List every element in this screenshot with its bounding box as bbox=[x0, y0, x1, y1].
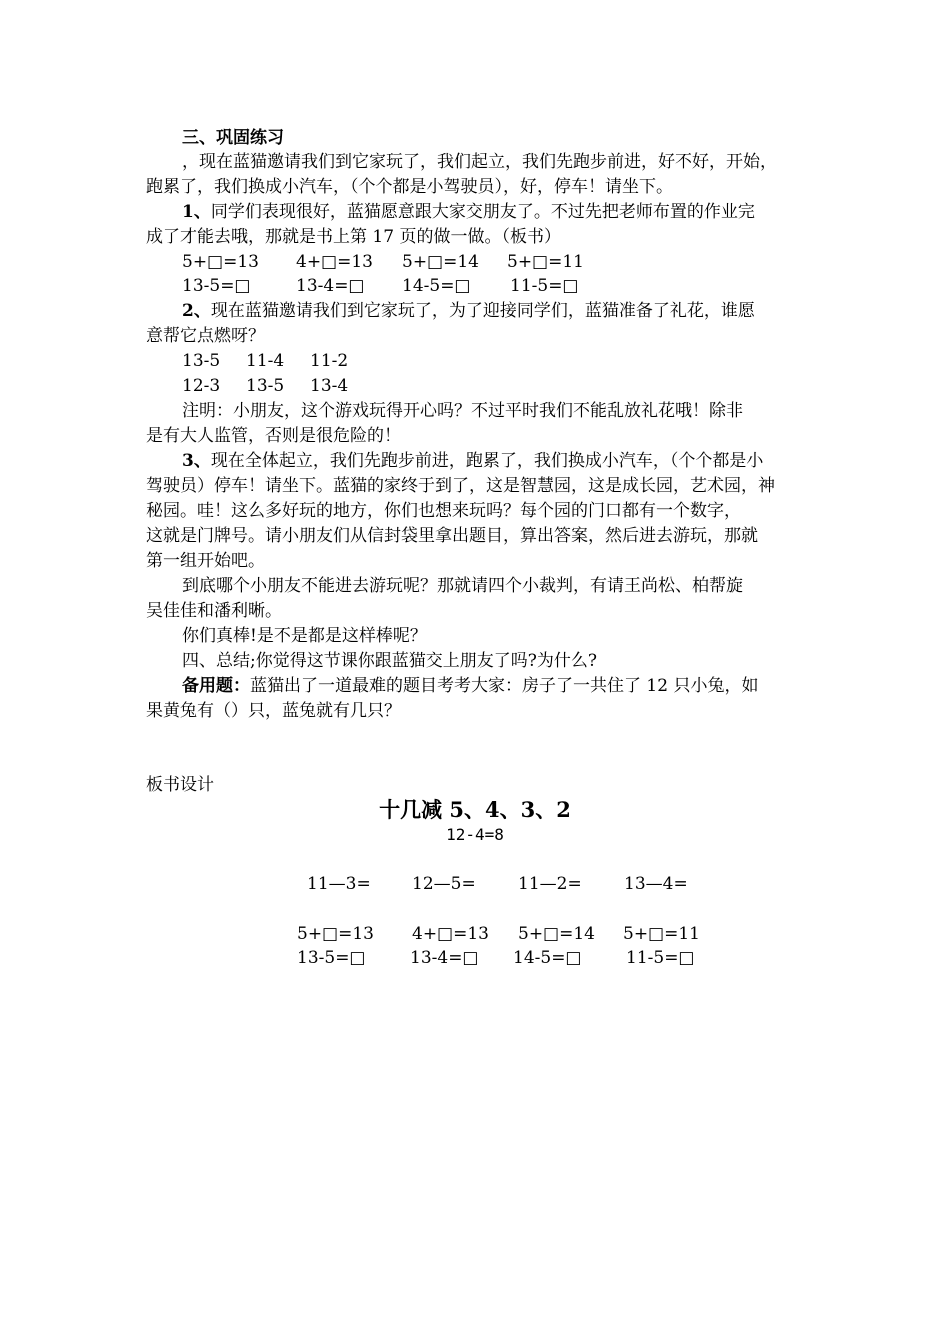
backup-text-1: 蓝猫出了一道最难的题目考考大家：房子了一共住了 12 只小兔，如 bbox=[250, 676, 759, 696]
section-heading: 三、巩固练习 bbox=[182, 128, 284, 148]
item1-text-1: 同学们表现很好，蓝猫愿意跟大家交朋友了。不过先把老师布置的作业完 bbox=[210, 202, 755, 222]
item3-line-4: 这就是门牌号。请小朋友们从信封袋里拿出题目，算出答案，然后进去游玩，那就 bbox=[146, 526, 758, 546]
item2-line-2: 意帮它点燃呀？ bbox=[146, 326, 265, 346]
equation: 13-4=□ bbox=[410, 948, 479, 968]
item2-text-1: 现在蓝猫邀请我们到它家玩了，为了迎接同学们，蓝猫准备了礼花，谁愿 bbox=[210, 301, 755, 321]
board-heading: 板书设计 bbox=[146, 775, 214, 795]
equation: 5+□=14 bbox=[518, 924, 595, 944]
backup-label: 备用题： bbox=[182, 676, 250, 696]
item1-number: 1、 bbox=[182, 202, 211, 222]
expression: 13-5 bbox=[182, 351, 221, 371]
expression: 13—4= bbox=[624, 874, 688, 894]
equation: 4+□=13 bbox=[412, 924, 489, 944]
expression: 12-3 bbox=[182, 376, 221, 396]
item2-number: 2、 bbox=[182, 301, 211, 321]
item2-line-1 bbox=[182, 299, 808, 323]
equation: 5+□=11 bbox=[507, 252, 584, 272]
backup-line-1 bbox=[182, 674, 808, 698]
item3-text-1: 现在全体起立，我们先跑步前进，跑累了，我们换成小汽车，（个个都是小 bbox=[210, 451, 764, 471]
expression: 12—5= bbox=[412, 874, 476, 894]
expression: 11-2 bbox=[310, 351, 349, 371]
judge-line-1: 到底哪个小朋友不能进去游玩呢？那就请四个小裁判，有请王尚松、柏帮旋 bbox=[182, 576, 743, 596]
item3-line-3: 秘园。哇！这么多好玩的地方，你们也想来玩吗？每个园的门口都有一个数字， bbox=[146, 501, 741, 521]
item3-line-5: 第一组开始吧。 bbox=[146, 551, 265, 571]
equation: 5+□=13 bbox=[182, 252, 259, 272]
expression: 11—3= bbox=[307, 874, 371, 894]
item3-line-2: 驾驶员）停车！请坐下。蓝猫的家终于到了，这是智慧园，这是成长园，艺术园，神 bbox=[146, 476, 775, 496]
equation: 14-5=□ bbox=[402, 276, 471, 296]
equation: 11-5=□ bbox=[510, 276, 579, 296]
board-title: 十几减 5、4、3、2 bbox=[379, 797, 571, 822]
note-line-2: 是有大人监管，否则是很危险的！ bbox=[146, 426, 401, 446]
judge-line-2: 吴佳佳和潘利晰。 bbox=[146, 601, 282, 621]
praise-line: 你们真棒!是不是都是这样棒呢？ bbox=[182, 626, 427, 646]
equation: 13-5=□ bbox=[182, 276, 251, 296]
item1-line-2: 成了才能去哦，那就是书上第 17 页的做一做。（板书） bbox=[146, 227, 561, 247]
item3-number: 3、 bbox=[182, 451, 211, 471]
equation: 5+□=11 bbox=[623, 924, 700, 944]
intro-line-2: 跑累了，我们换成小汽车，（个个都是小驾驶员），好，停车！请坐下。 bbox=[146, 177, 673, 197]
equation: 14-5=□ bbox=[513, 948, 582, 968]
expression: 13-5 bbox=[246, 376, 285, 396]
item1-line-1 bbox=[182, 200, 808, 224]
equation: 5+□=14 bbox=[402, 252, 479, 272]
intro-line-1: ，现在蓝猫邀请我们到它家玩了，我们起立，我们先跑步前进，好不好，开始， bbox=[182, 152, 777, 172]
equation: 13-4=□ bbox=[296, 276, 365, 296]
expression: 13-4 bbox=[310, 376, 349, 396]
equation: 11-5=□ bbox=[626, 948, 695, 968]
equation: 5+□=13 bbox=[297, 924, 374, 944]
backup-line-2: 果黄兔有（）只，蓝兔就有几只？ bbox=[146, 701, 401, 721]
equation: 13-5=□ bbox=[297, 948, 366, 968]
expression: 11—2= bbox=[518, 874, 582, 894]
summary-line: 四、总结;你觉得这节课你跟蓝猫交上朋友了吗?为什么? bbox=[182, 651, 597, 671]
board-example: 12-4=8 bbox=[446, 825, 504, 844]
equation: 4+□=13 bbox=[296, 252, 373, 272]
note-line-1: 注明：小朋友，这个游戏玩得开心吗？不过平时我们不能乱放礼花哦！除非 bbox=[182, 401, 743, 421]
expression: 11-4 bbox=[246, 351, 285, 371]
item3-line-1 bbox=[182, 449, 808, 473]
